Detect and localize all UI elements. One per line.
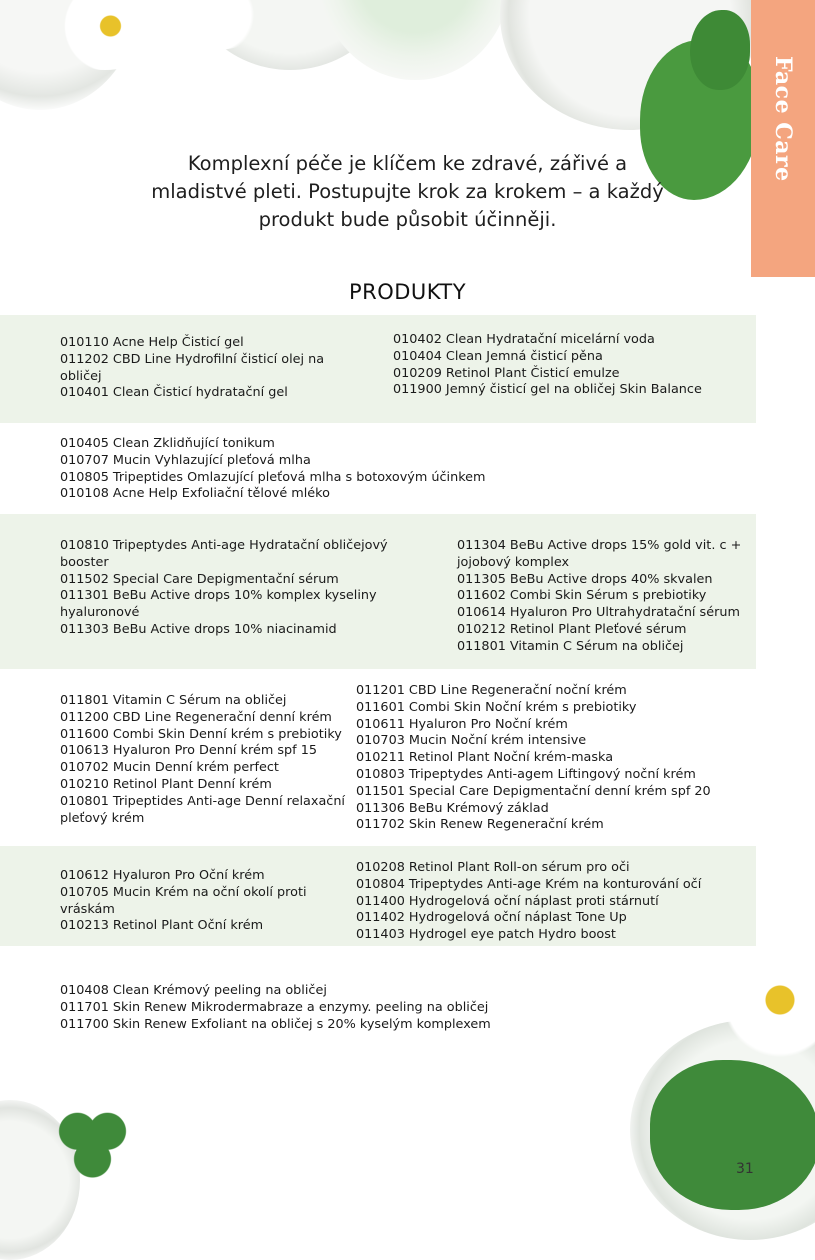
product-list — [60, 693, 350, 827]
product-item: 010611 Hyaluron Pro Noční krém — [356, 716, 568, 732]
product-item: 011202 CBD Line Hydrofilní čisticí olej na obličej — [60, 351, 325, 384]
product-item: 010707 Mucin Vyhlazující pleťová mlha — [60, 452, 311, 468]
product-item: 010404 Clean Jemná čisticí pěna — [393, 348, 603, 364]
product-item: 010801 Tripeptides Anti-age Denní relaxační pleťový krém — [60, 793, 345, 826]
product-item: 011403 Hydrogel eye patch Hydro boost — [356, 927, 616, 943]
product-item: 010110 Acne Help Čisticí gel — [60, 335, 244, 350]
product-item: 010705 Mucin Krém na oční okolí proti vráskám — [60, 884, 307, 917]
product-item: 011501 Special Care Depigmentační denní krém spf 20 — [356, 783, 711, 799]
product-list — [60, 983, 680, 1033]
product-item: 010402 Clean Hydratační micelární voda — [393, 332, 655, 347]
product-list — [356, 860, 746, 944]
product-item: 011306 BeBu Krémový základ — [356, 800, 549, 816]
product-list — [60, 436, 620, 503]
product-item: 010613 Hyaluron Pro Denní krém spf 15 — [60, 743, 317, 759]
product-item: 010614 Hyaluron Pro Ultrahydratační sérum — [457, 605, 740, 621]
product-item: 010405 Clean Zklidňující tonikum — [60, 436, 275, 451]
product-item: 011700 Skin Renew Exfoliant na obličej s 20% kyselým komplexem — [60, 1016, 491, 1032]
intro-text: Komplexní péče je klíčem ke zdravé, zářivé a mladistvé pleti. Postupujte krok za krokem – a každý produkt bude působit účinněji. — [151, 152, 664, 231]
product-item: 010108 Acne Help Exfoliační tělové mléko — [60, 486, 330, 502]
product-item: 010803 Tripeptydes Anti-agem Liftingový noční krém — [356, 766, 696, 782]
product-item: 010703 Mucin Noční krém intensive — [356, 733, 587, 749]
product-item: 010805 Tripeptides Omlazující pleťová mlha s botoxovým účinkem — [60, 469, 486, 485]
product-item: 010211 Retinol Plant Noční krém-maska — [356, 750, 614, 766]
cream-jar-decoration — [320, 0, 510, 80]
product-list — [60, 335, 360, 402]
product-item: 011400 Hydrogelová oční náplast proti stárnutí — [356, 893, 659, 909]
product-item: 011801 Vitamin C Sérum na obličej — [457, 638, 684, 654]
product-list — [60, 538, 410, 639]
product-item: 010810 Tripeptydes Anti-age Hydratační obličejový booster — [60, 538, 388, 570]
page-number: 31 — [736, 1161, 754, 1177]
product-item: 010702 Mucin Denní krém perfect — [60, 760, 279, 776]
product-list — [356, 683, 746, 834]
product-item: 010804 Tripeptydes Anti-age Krém na konturování očí — [356, 876, 702, 892]
product-item: 011301 BeBu Active drops 10% komplex kyseliny hyaluronové — [60, 588, 377, 621]
product-item: 010212 Retinol Plant Pleťové sérum — [457, 621, 687, 637]
product-item: 010401 Clean Čisticí hydratační gel — [60, 385, 288, 401]
product-item: 011502 Special Care Depigmentační sérum — [60, 571, 339, 587]
product-item: 010213 Retinol Plant Oční krém — [60, 918, 264, 934]
product-list — [457, 538, 752, 656]
product-item: 011602 Combi Skin Sérum s prebiotiky — [457, 588, 707, 604]
product-list — [393, 332, 743, 399]
product-item: 011200 CBD Line Regenerační denní krém — [60, 709, 332, 725]
product-item: 010210 Retinol Plant Denní krém — [60, 776, 272, 792]
product-item: 011801 Vitamin C Sérum na obličej — [60, 693, 287, 708]
product-item: 011900 Jemný čisticí gel na obličej Skin Balance — [393, 382, 702, 398]
product-item: 011303 BeBu Active drops 10% niacinamid — [60, 621, 337, 637]
product-item: 010209 Retinol Plant Čisticí emulze — [393, 365, 620, 381]
section-tab-label: Face Care — [770, 56, 796, 182]
product-item: 010208 Retinol Plant Roll-on sérum pro oči — [356, 860, 630, 875]
section-tab-label-wrap — [751, 0, 815, 277]
product-item: 011600 Combi Skin Denní krém s prebiotiky — [60, 726, 342, 742]
product-item: 011304 BeBu Active drops 15% gold vit. c + jojobový komplex — [457, 538, 742, 570]
product-item: 010612 Hyaluron Pro Oční krém — [60, 868, 265, 883]
product-item: 011702 Skin Renew Regenerační krém — [356, 817, 604, 833]
product-item: 011305 BeBu Active drops 40% skvalen — [457, 571, 713, 587]
leaf-decoration — [650, 1060, 815, 1210]
product-item: 010408 Clean Krémový peeling na obličej — [60, 983, 327, 998]
product-item: 011402 Hydrogelová oční náplast Tone Up — [356, 910, 627, 926]
products-heading: PRODUKTY — [348, 280, 467, 304]
leaf-decoration — [690, 10, 750, 90]
clover-leaf-decoration — [55, 1105, 130, 1180]
product-item: 011701 Skin Renew Mikrodermabraze a enzymy. peeling na obličej — [60, 999, 489, 1015]
product-item: 011201 CBD Line Regenerační noční krém — [356, 683, 627, 698]
product-list — [60, 868, 350, 935]
product-item: 011601 Combi Skin Noční krém s prebiotiky — [356, 699, 637, 715]
